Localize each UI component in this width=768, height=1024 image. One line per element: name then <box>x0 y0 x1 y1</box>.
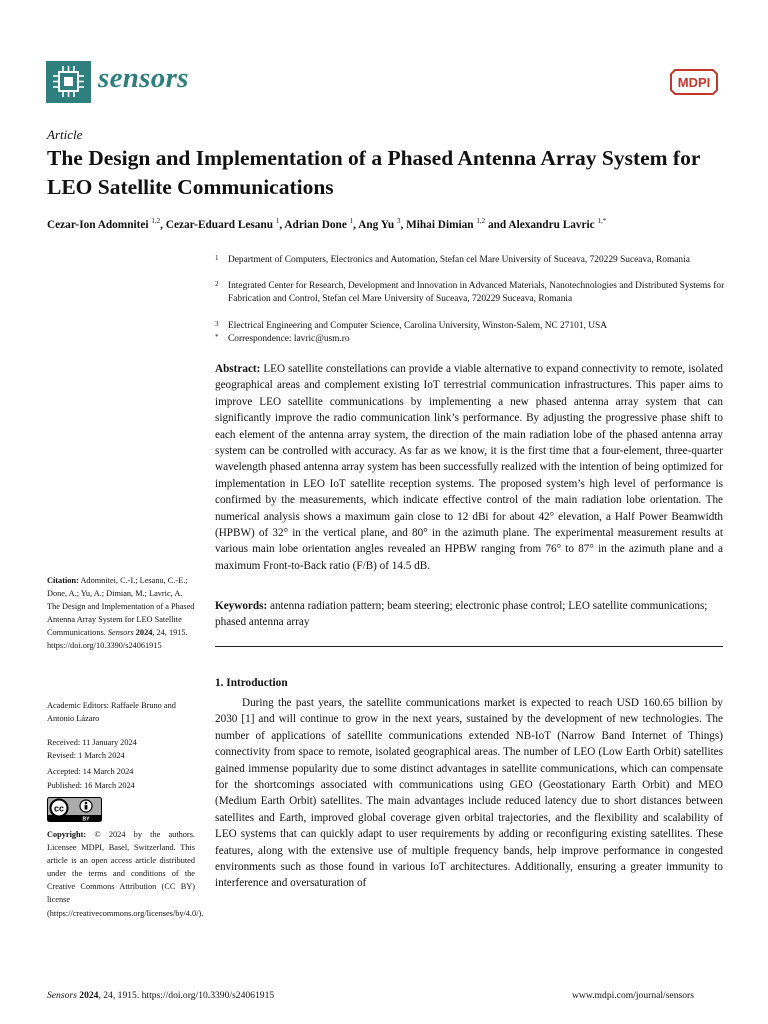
affiliation-text: Electrical Engineering and Computer Science, Carolina University, Winston-Salem, NC 27101, USA <box>228 321 607 331</box>
section-heading: 1. Introduction <box>215 677 288 689</box>
academic-editors: Academic Editors: Raffaele Bruno and Antonio Lázaro <box>47 701 176 724</box>
svg-text:cc: cc <box>53 803 65 814</box>
abstract-label: Abstract: <box>215 363 261 375</box>
footer-journal: Sensors <box>47 990 77 1001</box>
citation-block <box>47 574 197 653</box>
mdpi-logo-text: MDPI <box>677 75 711 90</box>
author-name[interactable]: Adrian Done <box>284 218 347 231</box>
author-affiliation: 1,* <box>597 217 607 225</box>
affiliation-2 <box>215 280 725 306</box>
author-name[interactable]: Cezar-Eduard Lesanu <box>165 218 274 231</box>
affiliation-marker: * <box>215 333 219 341</box>
date-received: Received: 11 January 2024 <box>47 738 137 747</box>
author-affiliation: 3 <box>396 217 401 225</box>
author-name[interactable]: Cezar-Ion Adomnitei <box>47 218 149 231</box>
section-divider <box>215 646 723 647</box>
citation-text: Adomnitei, C.-I.; Lesanu, C.-E.; Done, A.; Yu, A.; Dimian, M.; Lavric, A. The Design and Implementation of a Phased Antenna Array System for LEO Satellite Communications. <box>47 576 195 638</box>
affiliation-text: Integrated Center for Research, Development and Innovation in Advanced Materials, Nanotechnologies and Distributed Systems for Fabrication and Control, Stefan cel Mare University of Suceava, 720229 Suceava, Romania <box>228 281 725 305</box>
author-affiliation: 1,2 <box>476 217 486 225</box>
footer-citation <box>47 990 274 1001</box>
abstract <box>215 361 723 574</box>
correspondence-text[interactable]: Correspondence: lavric@usm.ro <box>228 334 350 344</box>
cc-by-license-icon[interactable] <box>47 797 102 822</box>
correspondence <box>215 333 725 346</box>
citation-label: Citation: <box>47 576 79 585</box>
copyright-notice <box>47 828 204 920</box>
abstract-text: LEO satellite constellations can provide a viable alternative to expand connectivity to remote, isolated geographical areas and complement existing IoT terrestrial communication infrastructures. This paper aims to improve LEO satellite communications by implementing a new phased antenna array system that can significantly improve the radio communication link’s performance. By adjusting the progressive phase shift to each element of the antenna array system, the direction of the main radiation lobe of the phased antenna array system can be controlled with accuracy. As far as we know, it is the first time that a four-element, three-quarter wavelength phased antenna array system has been successfully realized with the intention of being optimized for implementation in LEO IoT satellite reception systems. The proposed system’s high level of performance is confirmed by the measurements, which indicate effective control of the main radiation lobe orientation. The numerical analysis shows a maximum gain close to 12 dBi for about 42° elevation, a Half Power Beamwidth (HPBW) of 32° in the vertical plane, and 80° in the azimuth plane. The experimental measurement results at various main lobe orientation angles revealed an HPBW ranging from 76° to 87° in the azimuth plane and a maximum Front-to-Back ratio (F/B) of 14.5 dB. <box>215 363 723 572</box>
journal-logo-icon <box>46 61 91 103</box>
cc-badge-label: BY <box>82 816 90 822</box>
author-affiliation: 1 <box>275 217 280 225</box>
affiliation-marker: 3 <box>215 320 219 328</box>
journal-name: sensors <box>98 62 189 94</box>
author-name[interactable]: Ang Yu <box>358 218 395 231</box>
article-type: Article <box>47 127 83 142</box>
citation-journal: Sensors <box>107 628 134 638</box>
author-affiliation: 1,2 <box>151 217 161 225</box>
introduction-text: During the past years, the satellite communications market is expected to reach USD 160.65 billion by 2030 [1] and will continue to grow in the next years, sustained by the development of new technologies. The number of applications of satellite communications extended NB-IoT (Narrow Band Internet of Things) connectivity from space to remote, isolated geographical areas. The number of LEO (Low Earth Orbit) satellites gained immense popularity due to some distinct advantages in satellite communications, which can compensate for the shortcomings associated with communications using GEO (Geostationary Earth Orbit) and MEO (Medium Earth Orbit) satellites. The main advantages include reduced latency due to short distances between satellites and Earth, improved global coverage given orbital trajectories, and the flexibility and scalability of LEO systems that can quickly adapt to user requirements by adding or reconfiguring existing satellites. These features, along with the extensive use of multiple frequency bands, help improve performance in congested environments such as those found in various IoT architectures. Additionally, ensuring a greater immunity to interference and oversaturation of <box>215 697 723 890</box>
footer-year: 2024 <box>79 990 99 1001</box>
footer-journal-url[interactable]: www.mdpi.com/journal/sensors <box>572 990 694 1001</box>
copyright-text: © 2024 by the authors. Licensee MDPI, Basel, Switzerland. This article is an open access article distributed under the terms and conditions of the Creative Commons Attribution (CC BY) license (https://creativecommons.org/licenses/by/4.0/). <box>47 830 204 918</box>
date-published: Published: 16 March 2024 <box>47 781 135 790</box>
citation-doi[interactable]: , 24, 1915. https://doi.org/10.3390/s24061915 <box>47 628 188 651</box>
date-accepted: Accepted: 14 March 2024 <box>47 767 134 776</box>
keywords-text: antenna radiation pattern; beam steering; electronic phase control; LEO satellite communications; phased antenna array <box>215 600 708 629</box>
author-name[interactable]: Alexandru Lavric <box>508 218 595 231</box>
keywords-label: Keywords: <box>215 600 268 612</box>
mdpi-logo-icon <box>667 66 721 98</box>
affiliation-text: Department of Computers, Electronics and Automation, Stefan cel Mare University of Suceava, 720229 Suceava, Romania <box>228 255 690 265</box>
keywords <box>215 598 723 631</box>
author-list: Cezar-Ion Adomnitei $^{1,2}$, Cezar-Eduard Lesanu $^1$, Adrian Done $^1$, Ang Yu $^3$, Mihai Dimian $^{1,2}$ and Alexandru Lavric $^{1,*}$ <box>47 217 607 231</box>
copyright-label: Copyright: <box>47 830 87 839</box>
footer-doi-link[interactable]: , 24, 1915. https://doi.org/10.3390/s24061915 <box>98 990 275 1001</box>
author-affiliation: 1 <box>349 217 354 225</box>
author-name[interactable]: Mihai Dimian <box>406 218 474 231</box>
affiliation-marker: 2 <box>215 280 219 288</box>
affiliation-1 <box>215 254 725 267</box>
affiliation-marker: 1 <box>215 254 219 262</box>
affiliation-3 <box>215 320 725 333</box>
date-revised: Revised: 1 March 2024 <box>47 751 125 760</box>
article-title: The Design and Implementation of a Phased Antenna Array System for LEO Satellite Communications <box>47 146 700 199</box>
citation-year: 2024 <box>135 628 153 638</box>
